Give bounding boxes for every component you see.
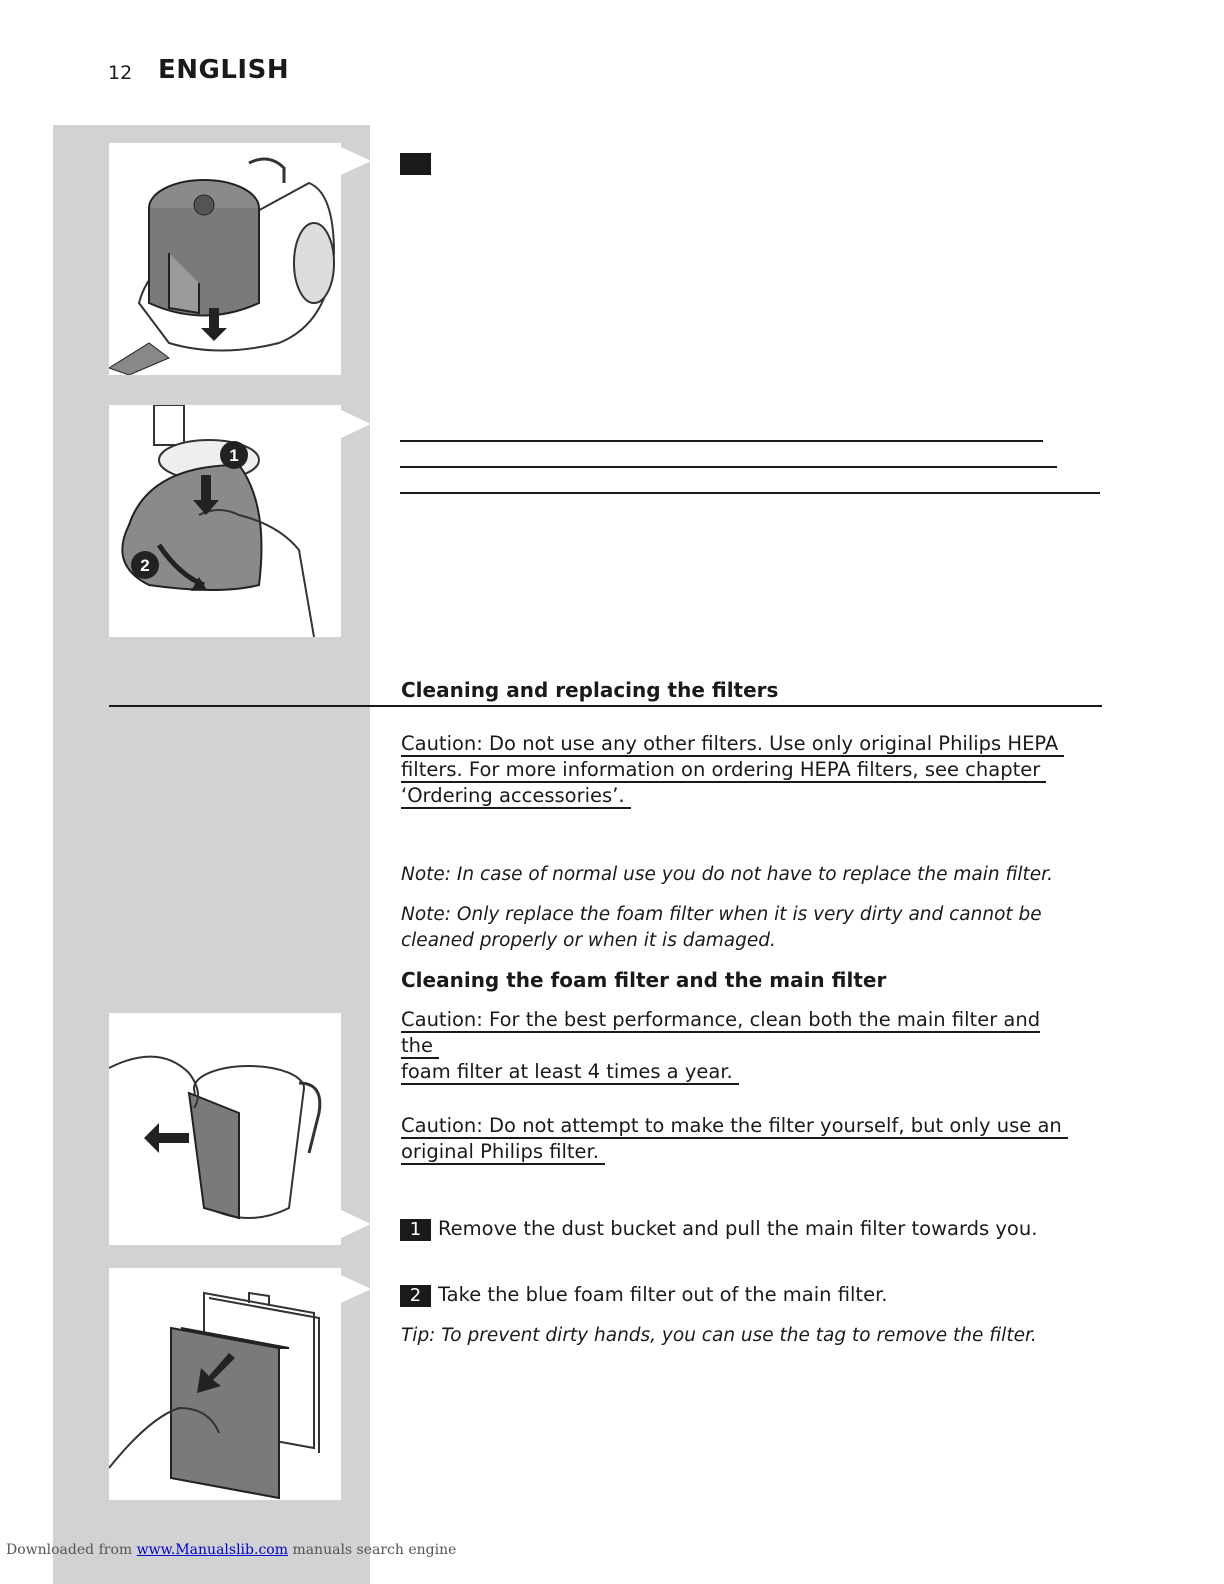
caution3-line1: Caution: Do not attempt to make the filter yourself, but only use an bbox=[401, 1114, 1068, 1139]
blank-line-1 bbox=[400, 440, 1043, 442]
page-number: 12 bbox=[108, 62, 133, 84]
blank-line-2 bbox=[400, 466, 1057, 468]
footer-link[interactable]: www.Manualslib.com bbox=[136, 1542, 288, 1558]
caution-original-filter bbox=[401, 1113, 1081, 1165]
footer-prefix: Downloaded from bbox=[6, 1542, 133, 1558]
figure-dust-bucket bbox=[109, 143, 341, 375]
tip-text: Tip: To prevent dirty hands, you can use the tag to remove the filter. bbox=[401, 1325, 1037, 1346]
note-main-filter: Note: In case of normal use you do not have to replace the main filter. bbox=[401, 864, 1053, 885]
pointer-1 bbox=[341, 147, 371, 175]
pointer-2 bbox=[341, 410, 371, 438]
step-1-number: 1 bbox=[400, 1219, 431, 1241]
step-2-number: 2 bbox=[400, 1285, 431, 1307]
filter-cover-illustration bbox=[109, 405, 341, 637]
main-filter-illustration bbox=[109, 1013, 341, 1245]
step-marker-blank bbox=[400, 153, 431, 175]
caution1-line2: filters. For more information on ordering HEPA filters, see chapter bbox=[401, 758, 1046, 783]
figure-foam-filter bbox=[109, 1268, 341, 1500]
caution-performance bbox=[401, 1007, 1081, 1085]
caution2-line2: foam filter at least 4 times a year. bbox=[401, 1060, 739, 1085]
callout-1: 1 bbox=[229, 446, 239, 465]
figure-filter-cover bbox=[109, 405, 341, 637]
caution-other-filters bbox=[401, 731, 1081, 809]
section-rule bbox=[109, 705, 1102, 707]
pointer-4 bbox=[341, 1275, 371, 1303]
figure-main-filter bbox=[109, 1013, 341, 1245]
callout-2: 2 bbox=[140, 556, 150, 575]
caution1-line3: ‘Ordering accessories’. bbox=[401, 784, 631, 809]
pointer-3 bbox=[341, 1210, 371, 1238]
section-heading-foam: Cleaning the foam filter and the main filter bbox=[401, 968, 887, 992]
blank-line-3 bbox=[400, 492, 1100, 494]
caution2-line1: Caution: For the best performance, clean both the main filter and the bbox=[401, 1008, 1041, 1057]
foam-filter-illustration bbox=[109, 1268, 341, 1500]
caution3-line2: original Philips filter. bbox=[401, 1140, 605, 1165]
step-1-text: Remove the dust bucket and pull the main filter towards you. bbox=[438, 1217, 1038, 1240]
step-2-text: Take the blue foam filter out of the main filter. bbox=[438, 1283, 888, 1306]
footer-suffix: manuals search engine bbox=[292, 1542, 457, 1558]
caution1-line1: Caution: Do not use any other filters. Use only original Philips HEPA bbox=[401, 732, 1064, 757]
language-title: ENGLISH bbox=[158, 55, 290, 85]
note-foam-filter: Note: Only replace the foam filter when it is very dirty and cannot be cleaned properly or when it is damaged. bbox=[401, 904, 1042, 951]
dust-bucket-illustration bbox=[109, 143, 341, 375]
download-footer bbox=[6, 1542, 456, 1558]
section-heading-filters: Cleaning and replacing the filters bbox=[401, 678, 779, 702]
